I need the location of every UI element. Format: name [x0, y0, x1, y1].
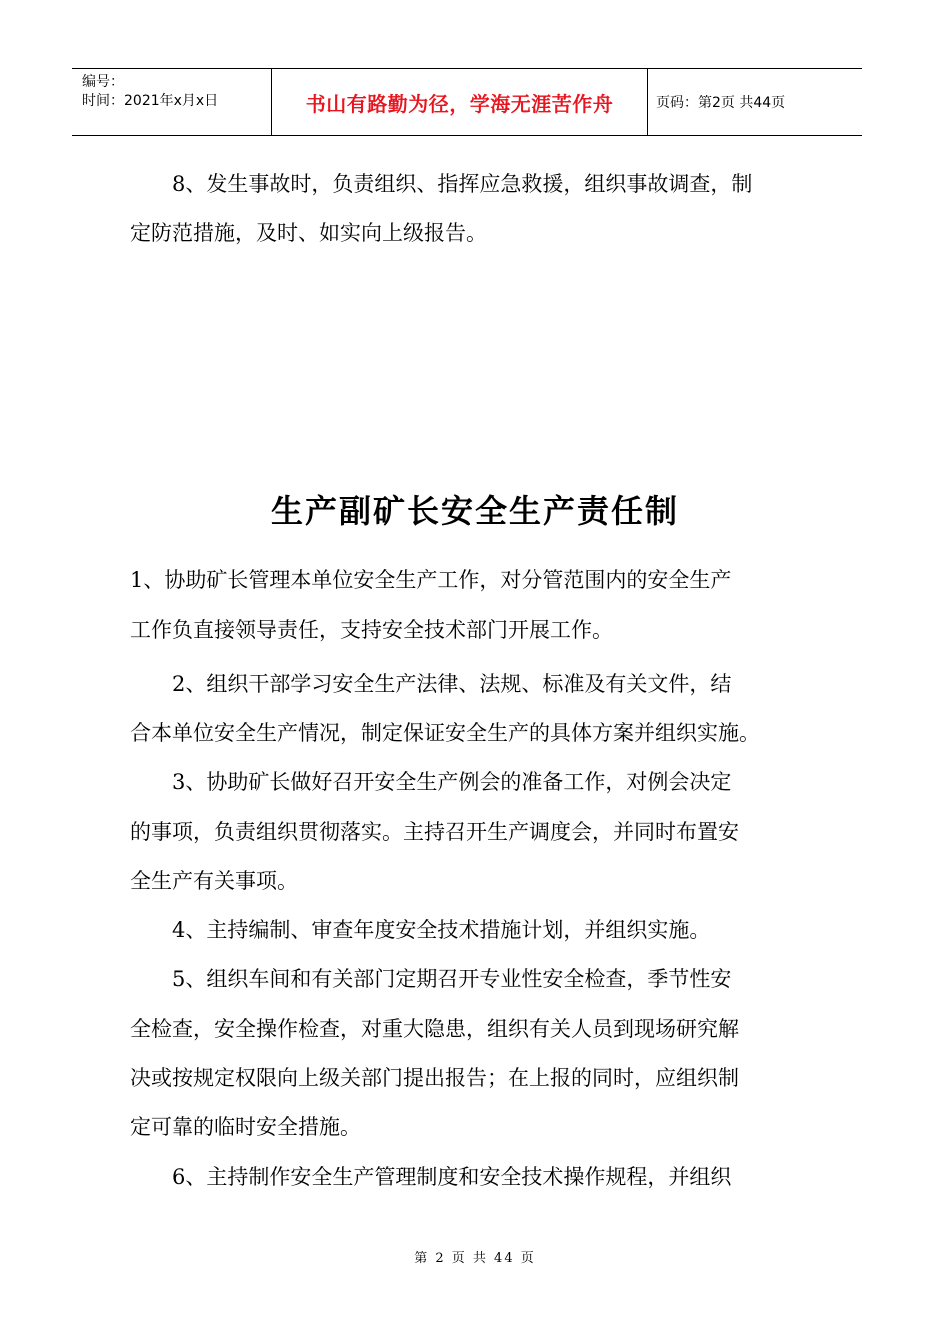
page-header: [72, 68, 862, 136]
item-4-line-1: 4、主持编制、审查年度安全技术措施计划，并组织实施。: [172, 918, 711, 942]
document-date: 时间：2021年x月x日: [82, 93, 219, 109]
item-6-line-1: 6、主持制作安全生产管理制度和安全技术操作规程，并组织: [172, 1165, 732, 1189]
item-3-line-3: 全生产有关事项。: [130, 869, 298, 893]
document-number-label: 编号：: [82, 74, 124, 90]
item-2-line-2: 合本单位安全生产情况，制定保证安全生产的具体方案并组织实施。: [130, 721, 760, 745]
item-5-line-2: 全检查，安全操作检查，对重大隐患，组织有关人员到现场研究解: [130, 1017, 739, 1041]
header-motto: 书山有路勤为径，学海无涯苦作舟: [272, 69, 648, 135]
item-3-line-1: 3、协助矿长做好召开安全生产例会的准备工作，对例会决定: [172, 770, 732, 794]
item-1-line-1: 1、协助矿长管理本单位安全生产工作，对分管范围内的安全生产: [130, 568, 732, 592]
paragraph-8-line-1: 8、发生事故时，负责组织、指挥应急救援，组织事故调查，制: [172, 172, 753, 196]
item-2-line-1: 2、组织干部学习安全生产法律、法规、标准及有关文件，结: [172, 672, 732, 696]
item-5-line-1: 5、组织车间和有关部门定期召开专业性安全检查，季节性安: [172, 967, 732, 991]
item-5-line-3: 决或按规定权限向上级关部门提出报告；在上报的同时，应组织制: [130, 1066, 739, 1090]
item-5-line-4: 定可靠的临时安全措施。: [130, 1115, 361, 1139]
header-meta: [72, 69, 272, 135]
page-footer: 第 2 页 共 44 页: [414, 1251, 536, 1266]
item-3-line-2: 的事项，负责组织贯彻落实。主持召开生产调度会，并同时布置安: [130, 820, 739, 844]
section-title: 生产副矿长安全生产责任制: [270, 492, 679, 530]
header-page-info: 页码：第2页 共44页: [656, 95, 786, 111]
paragraph-8-line-2: 定防范措施，及时、如实向上级报告。: [130, 221, 487, 245]
item-1-line-2: 工作负直接领导责任，支持安全技术部门开展工作。: [130, 618, 613, 642]
